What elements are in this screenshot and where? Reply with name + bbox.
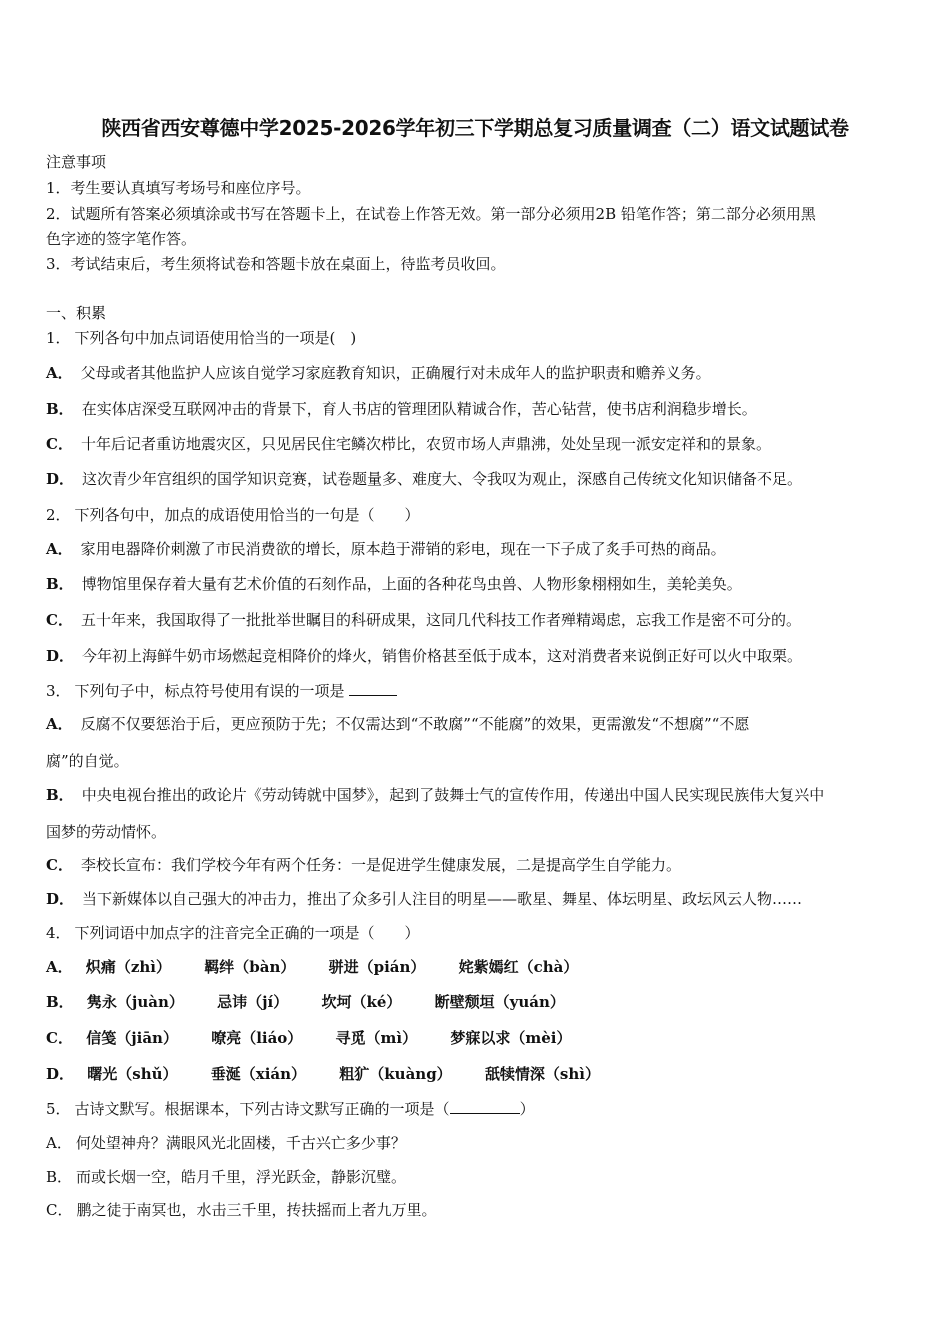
option-text: 今年初上海鲜牛奶市场燃起竞相降价的烽火，销售价格甚至低于成本，这对消费者来说倒正好可以火中取栗。 bbox=[82, 647, 803, 665]
question-5-option-c[interactable] bbox=[46, 1199, 437, 1220]
question-number: 1． bbox=[46, 329, 71, 347]
option-label: C． bbox=[46, 856, 73, 874]
question-2-stem bbox=[46, 504, 420, 525]
question-4-option-a[interactable] bbox=[46, 956, 606, 977]
option-text: 鹏之徒于南冥也，水击三千里，抟扶摇而上者九万里。 bbox=[76, 1201, 437, 1219]
question-4-stem bbox=[46, 922, 420, 943]
question-text: 下列各句中，加点的成语使用恰当的一句是（ ） bbox=[74, 506, 420, 524]
word-item: 坎坷（ké） bbox=[321, 993, 402, 1011]
notice-item: 色字迹的签字笔作答。 bbox=[46, 230, 197, 248]
option-label: B． bbox=[46, 993, 74, 1011]
question-3-option-a[interactable] bbox=[46, 713, 749, 734]
notice-heading: 注意事项 bbox=[46, 153, 107, 171]
question-5-stem bbox=[46, 1098, 535, 1119]
option-label: D． bbox=[46, 890, 75, 908]
option-text: 父母或者其他监护人应该自觉学习家庭教育知识，正确履行对未成年人的监护职责和赡养义务。 bbox=[80, 364, 711, 382]
word-item: 隽永（juàn） bbox=[86, 993, 184, 1011]
question-text: 下列词语中加点字的注音完全正确的一项是（ ） bbox=[74, 924, 420, 942]
word-item: 断壁颓垣（yuán） bbox=[434, 993, 565, 1011]
option-label: C． bbox=[46, 1201, 73, 1219]
notice-item: 2．试题所有答案必须填涂或书写在答题卡上，在试卷上作答无效。第一部分必须用2B 铅笔作答；第二部分必须用黑 bbox=[46, 205, 816, 223]
question-1-option-d[interactable] bbox=[46, 468, 802, 489]
option-text: 中央电视台推出的政论片《劳动铸就中国梦》，起到了鼓舞士气的宣传作用，传递出中国人民实现民族伟大复兴中 bbox=[81, 786, 825, 804]
question-2-option-d[interactable] bbox=[46, 645, 802, 666]
option-label: C． bbox=[46, 1029, 73, 1047]
option-text: 家用电器降价刺激了市民消费欲的增长，原本趋于滞销的彩电，现在一下子成了炙手可热的商品。 bbox=[80, 540, 726, 558]
option-text: 李校长宣布：我们学校今年有两个任务：一是促进学生健康发展，二是提高学生自学能力。 bbox=[80, 856, 681, 874]
question-number: 2． bbox=[46, 506, 71, 524]
word-item: 粗犷（kuàng） bbox=[339, 1065, 452, 1083]
question-4-option-b[interactable] bbox=[46, 991, 593, 1012]
question-number: 5． bbox=[46, 1100, 71, 1118]
question-3-option-d[interactable] bbox=[46, 888, 802, 909]
question-3-option-b[interactable] bbox=[46, 784, 824, 805]
question-4-option-c[interactable] bbox=[46, 1027, 599, 1048]
question-text: 下列各句中加点词语使用恰当的一项是( ) bbox=[74, 329, 357, 347]
question-1-option-a[interactable] bbox=[46, 362, 711, 383]
word-item: 信笺（jiān） bbox=[86, 1029, 178, 1047]
word-item: 舐犊情深（shì） bbox=[484, 1065, 600, 1083]
answer-blank[interactable] bbox=[349, 683, 397, 696]
question-2-option-a[interactable] bbox=[46, 538, 726, 559]
option-text: 十年后记者重访地震灾区，只见居民住宅鳞次栉比，农贸市场人声鼎沸，处处呈现一派安定祥和的景象。 bbox=[80, 435, 771, 453]
question-text: 古诗文默写。根据课本，下列古诗文默写正确的一项是（ bbox=[74, 1100, 450, 1118]
option-text: 这次青少年宫组织的国学知识竞赛，试卷题量多、难度大、令我叹为观止，深感自己传统文化知识储备不足。 bbox=[82, 470, 803, 488]
question-1-option-b[interactable] bbox=[46, 398, 757, 419]
option-text: 而或长烟一空，皓月千里，浮光跃金，静影沉璧。 bbox=[76, 1168, 407, 1186]
question-2-option-b[interactable] bbox=[46, 573, 742, 594]
question-number: 3． bbox=[46, 682, 71, 700]
question-3-option-b-cont: 国梦的劳动情怀。 bbox=[46, 823, 167, 841]
word-item: 炽痛（zhì） bbox=[85, 958, 171, 976]
option-label: C． bbox=[46, 611, 73, 629]
option-label: D． bbox=[46, 647, 75, 665]
question-4-option-d[interactable] bbox=[46, 1063, 628, 1084]
question-2-option-c[interactable] bbox=[46, 609, 801, 630]
word-item: 嘹亮（liáo） bbox=[211, 1029, 303, 1047]
option-text: 博物馆里保存着大量有艺术价值的石刻作品，上面的各种花鸟虫兽、人物形象栩栩如生，美轮美奂。 bbox=[81, 575, 742, 593]
option-label: B． bbox=[46, 1168, 73, 1186]
word-item: 曙光（shǔ） bbox=[87, 1065, 178, 1083]
word-item: 骈进（pián） bbox=[328, 958, 426, 976]
option-label: A． bbox=[46, 364, 73, 382]
option-label: B． bbox=[46, 400, 74, 418]
question-1-option-c[interactable] bbox=[46, 433, 771, 454]
notice-item: 1．考生要认真填写考场号和座位序号。 bbox=[46, 179, 311, 197]
answer-blank[interactable] bbox=[450, 1101, 520, 1114]
option-label: B． bbox=[46, 575, 74, 593]
option-label: D． bbox=[46, 470, 75, 488]
option-text: 在实体店深受互联网冲击的背景下，育人书店的管理团队精诚合作，苦心钻营，使书店利润稳步增长。 bbox=[81, 400, 757, 418]
question-text-end: ） bbox=[519, 1100, 535, 1118]
option-text: 当下新媒体以自己强大的冲击力，推出了众多引人注目的明星——歌星、舞星、体坛明星、政坛风云人物…… bbox=[82, 890, 803, 908]
word-item: 梦寐以求（mèi） bbox=[450, 1029, 572, 1047]
option-label: D． bbox=[46, 1065, 75, 1083]
option-text: 何处望神舟？满眼风光北固楼，千古兴亡多少事？ bbox=[75, 1134, 406, 1152]
option-label: A． bbox=[46, 540, 73, 558]
question-5-option-a[interactable] bbox=[46, 1132, 406, 1153]
question-5-option-b[interactable] bbox=[46, 1166, 406, 1187]
question-3-stem bbox=[46, 680, 397, 701]
option-label: A． bbox=[46, 715, 73, 733]
question-text: 下列句子中，标点符号使用有误的一项是 bbox=[74, 682, 345, 700]
word-item: 垂涎（xián） bbox=[210, 1065, 307, 1083]
option-label: A． bbox=[46, 958, 73, 976]
question-1-stem bbox=[46, 327, 356, 348]
word-item: 忌讳（jí） bbox=[217, 993, 289, 1011]
option-label: A． bbox=[46, 1134, 72, 1152]
word-item: 羁绊（bàn） bbox=[204, 958, 296, 976]
option-text: 五十年来，我国取得了一批批举世瞩目的科研成果，这同几代科技工作者殚精竭虑，忘我工作是密不可分的。 bbox=[80, 611, 801, 629]
option-text: 反腐不仅要惩治于后，更应预防于先；不仅需达到“不敢腐”“不能腐”的效果，更需激发“不想腐”“不愿 bbox=[80, 715, 750, 733]
section-heading: 一、积累 bbox=[46, 304, 107, 322]
word-item: 寻觅（mì） bbox=[335, 1029, 418, 1047]
notice-item: 3．考试结束后，考生须将试卷和答题卡放在桌面上，待监考员收回。 bbox=[46, 255, 506, 273]
option-label: C． bbox=[46, 435, 73, 453]
question-number: 4． bbox=[46, 924, 71, 942]
page-title: 陕西省西安尊德中学2025-2026学年初三下学期总复习质量调查（二）语文试题试卷 bbox=[101, 116, 849, 140]
question-3-option-a-cont: 腐”的自觉。 bbox=[46, 752, 129, 770]
question-3-option-c[interactable] bbox=[46, 854, 681, 875]
word-item: 姹紫嫣红（chà） bbox=[458, 958, 579, 976]
option-label: B． bbox=[46, 786, 74, 804]
